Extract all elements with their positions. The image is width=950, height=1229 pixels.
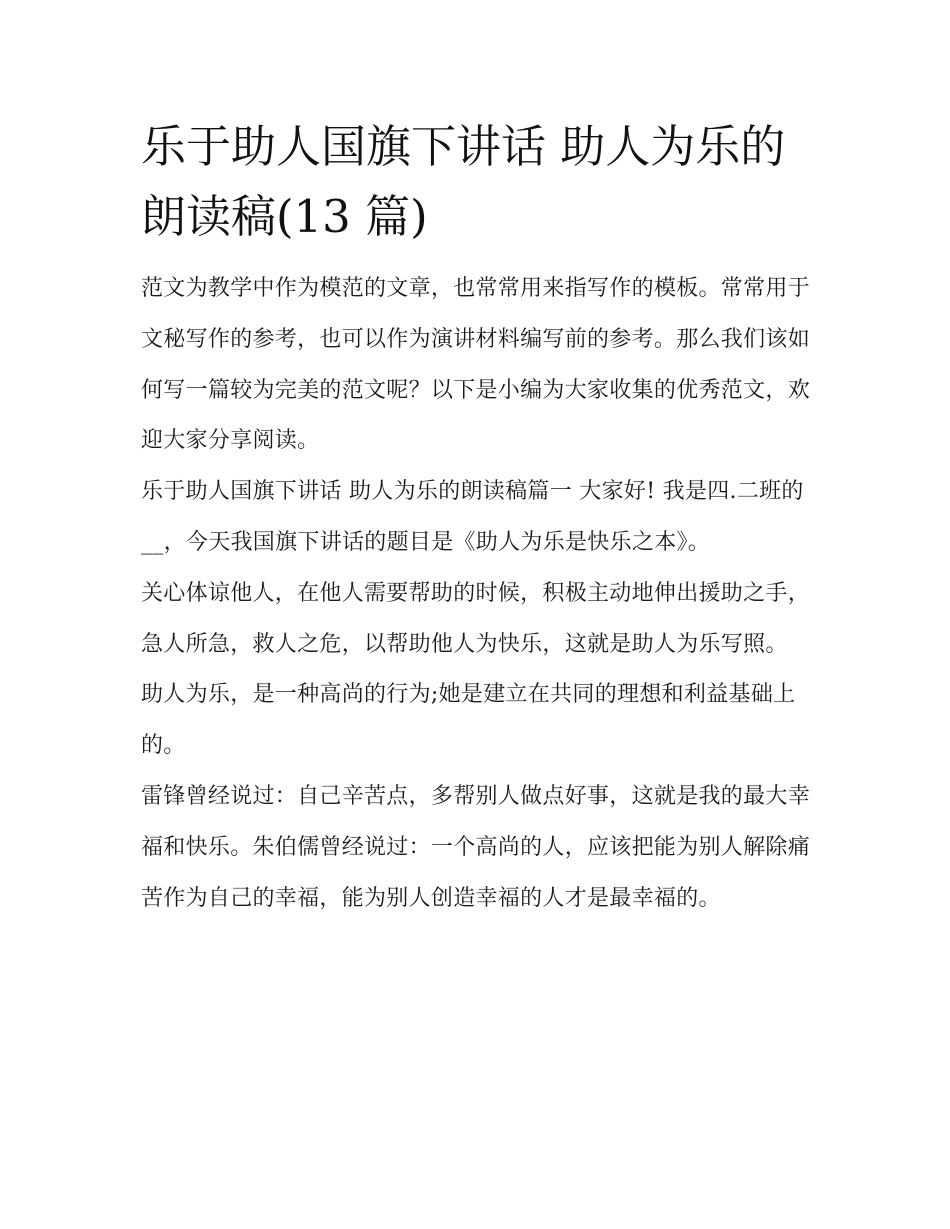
paragraph-greeting: 乐于助人国旗下讲话 助人为乐的朗读稿篇一 大家好! 我是四.二班的__，今天我国旗下讲话的题目是《助人为乐是快乐之本》。 <box>141 479 804 555</box>
paragraph-intro: 范文为教学中作为模范的文章，也常常用来指写作的模板。常常用于文秘写作的参考，也可以作为演讲材料编写前的参考。那么我们该如何写一篇较为完美的范文呢？以下是小编为大家收集的优秀范文，欢迎大家分享阅读。 <box>141 276 811 454</box>
paragraph-definition: 关心体谅他人，在他人需要帮助的时候，积极主动地伸出援助之手，急人所急，救人之危，以帮助他人为快乐，这就是助人为乐写照。 <box>141 580 811 657</box>
document-title: 乐于助人国旗下讲话 助人为乐的朗读稿(13 篇) <box>141 120 786 243</box>
document-body <box>141 112 813 924</box>
paragraph-virtue: 助人为乐，是一种高尚的行为;她是建立在共同的理想和利益基础上的。 <box>141 682 796 759</box>
paragraph-quotes: 雷锋曾经说过：自己辛苦点，多帮别人做点好事，这就是我的最大幸福和快乐。朱伯儒曾经说过：一个高尚的人，应该把能为别人解除痛苦作为自己的幸福，能为别人创造幸福的人才是最幸福的。 <box>141 783 811 911</box>
